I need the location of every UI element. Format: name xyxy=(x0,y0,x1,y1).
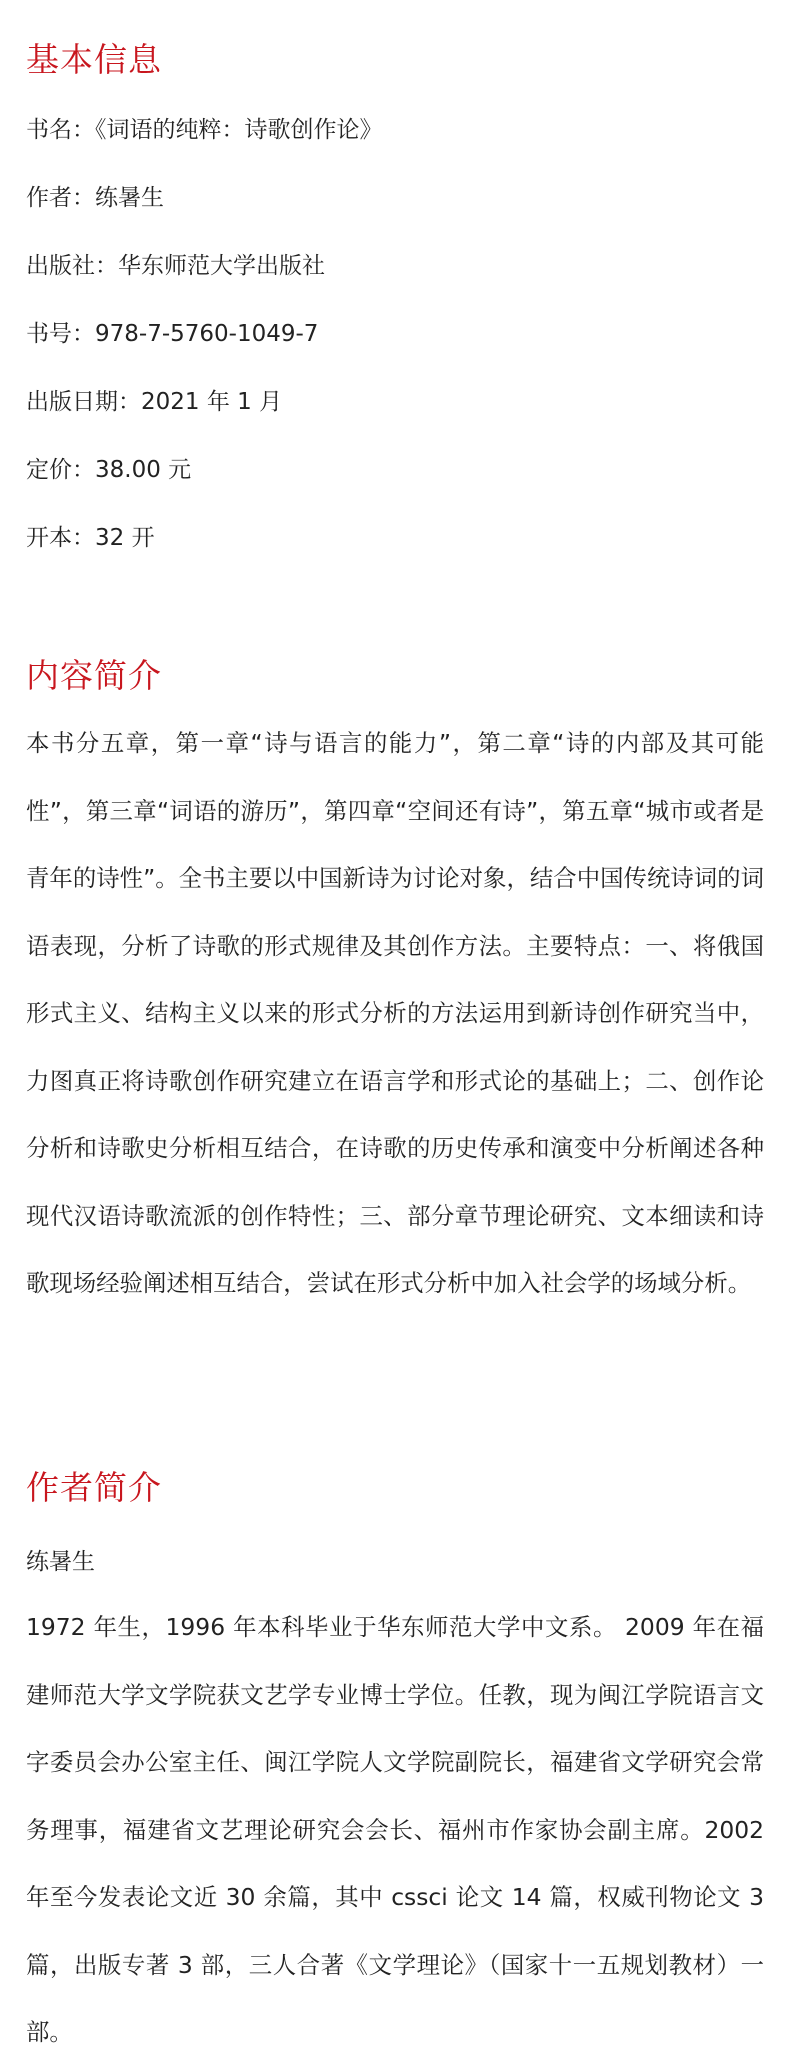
basic-info-heading: 基本信息 xyxy=(26,40,162,79)
book-name-field: 书名：《词语的纯粹：诗歌创作论》 xyxy=(26,117,383,143)
author-name: 练暑生 xyxy=(26,1549,95,1575)
summary-text: 本书分五章，第一章“诗与语言的能力”，第二章“诗的内部及其可能性”，第三章“词语的游历”，第四章“空间还有诗”，第五章“城市或者是青年的诗性”。全书主要以中国新诗为讨论对象，结合中国传统诗词的词语表现，分析了诗歌的形式规律及其创作方法。主要特点：一、将俄国形式主义、结构主义以来的形式分析的方法运用到新诗创作研究当中，力图真正将诗歌创作研究建立在语言学和形式论的基础上；二、创作论分析和诗歌史分析相互结合，在诗歌的历史传承和演变中分析阐述各种现代汉语诗歌流派的创作特性；三、部分章节理论研究、文本细读和诗歌现场经验阐述相互结合，尝试在形式分析中加入社会学的场域分析。 xyxy=(26,729,764,1297)
author-field: 作者：练暑生 xyxy=(26,185,164,211)
publisher-field: 出版社：华东师范大学出版社 xyxy=(26,253,325,279)
price-field: 定价：38.00 元 xyxy=(26,457,192,483)
isbn-field: 书号：978-7-5760-1049-7 xyxy=(26,321,319,347)
format-field: 开本：32 开 xyxy=(26,525,155,551)
summary-heading: 内容简介 xyxy=(26,656,162,695)
publish-date-field: 出版日期：2021 年 1 月 xyxy=(26,389,283,415)
author-intro-text: 1972 年生，1996 年本科毕业于华东师范大学中文系。 2009 年在福建师范大学文学院获文艺学专业博士学位。任教，现为闽江学院语言文字委员会办公室主任、闽江学院人文学院副院长，福建省文学研究会常务理事，福建省文艺理论研究会会长、福州市作家协会副主席。2002 年至今发表论文近 30 余篇，其中 cssci 论文 14 篇，权威刊物论文 3 篇，出版专著 3 部，三人合著《文学理论》（国家十一五规划教材）一部。 xyxy=(26,1613,764,2046)
author-intro-heading: 作者简介 xyxy=(26,1468,162,1507)
